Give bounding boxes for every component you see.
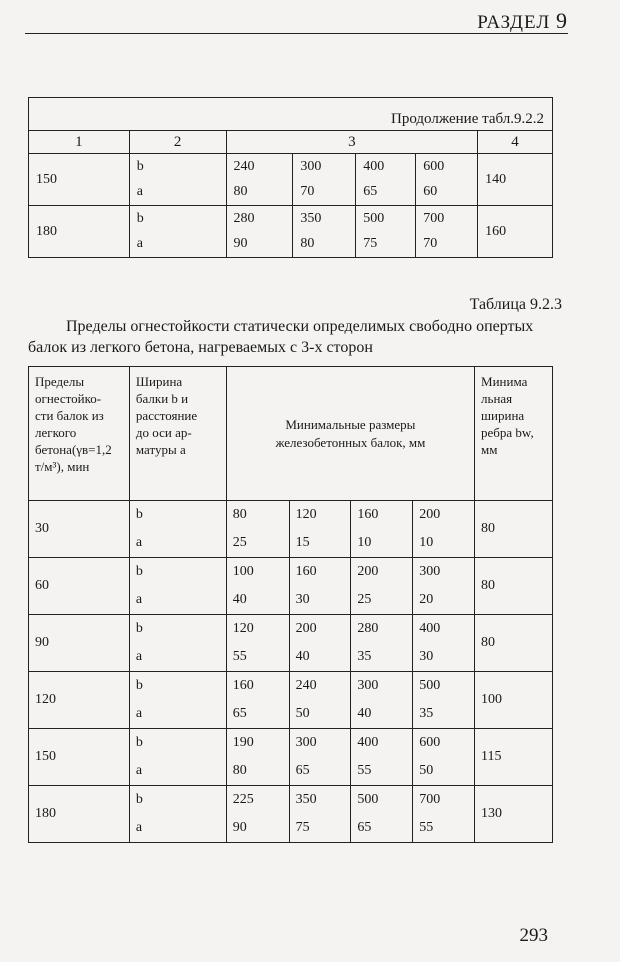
b-value-cell: 600 xyxy=(413,729,475,758)
a-value-cell: 30 xyxy=(289,586,351,615)
header-cell-dimensions xyxy=(226,367,474,501)
header-line: легкого xyxy=(35,425,77,440)
header-cell-width xyxy=(129,367,226,501)
a-value-cell: 65 xyxy=(356,180,416,206)
a-value-cell: 20 xyxy=(413,586,475,615)
b-value-cell: 300 xyxy=(413,558,475,587)
table-row xyxy=(29,672,553,701)
a-value-cell: 65 xyxy=(351,814,413,843)
a-value-cell: 50 xyxy=(289,700,351,729)
header-line: Минимальные размеры xyxy=(285,416,416,432)
header-line: т/м³), мин xyxy=(35,459,90,474)
rib-width-cell: 100 xyxy=(475,672,553,729)
table-number: Таблица 9.2.3 xyxy=(469,296,562,313)
header-line: бетона(γв=1,2 xyxy=(35,442,112,457)
b-value-cell: 160 xyxy=(351,501,413,530)
a-value-cell: 90 xyxy=(226,814,289,843)
b-value-cell: 200 xyxy=(289,615,351,644)
rib-width-cell: 115 xyxy=(475,729,553,786)
b-value-cell: 100 xyxy=(226,558,289,587)
limit-cell: 180 xyxy=(29,206,130,258)
table-caption: Продолжение табл.9.2.2 xyxy=(29,98,553,131)
a-label: a xyxy=(129,529,226,558)
rib-width-cell: 80 xyxy=(475,558,553,615)
a-value-cell: 50 xyxy=(413,757,475,786)
b-label: b xyxy=(129,672,226,701)
running-header xyxy=(0,0,620,40)
b-value-cell: 200 xyxy=(351,558,413,587)
b-value-cell: 160 xyxy=(226,672,289,701)
a-value-cell: 75 xyxy=(289,814,351,843)
header-cell: 1 xyxy=(29,131,130,154)
a-label: a xyxy=(129,180,226,206)
table-continuation xyxy=(28,97,553,258)
header-line: льная xyxy=(481,391,513,406)
b-label: b xyxy=(129,206,226,232)
b-label: b xyxy=(129,615,226,644)
a-label: a xyxy=(129,700,226,729)
limit-cell: 90 xyxy=(29,615,130,672)
table-row xyxy=(29,558,553,587)
header-line: расстояние xyxy=(135,408,198,423)
page-number: 293 xyxy=(519,925,548,946)
a-value-cell: 80 xyxy=(226,180,293,206)
b-value-cell: 350 xyxy=(293,206,356,232)
a-value-cell: 40 xyxy=(226,586,289,615)
b-value-cell: 120 xyxy=(289,501,351,530)
a-value-cell: 35 xyxy=(351,643,413,672)
a-value-cell: 40 xyxy=(351,700,413,729)
limit-cell: 120 xyxy=(29,672,130,729)
a-value-cell: 25 xyxy=(351,586,413,615)
b-value-cell: 300 xyxy=(351,672,413,701)
a-value-cell: 60 xyxy=(416,180,478,206)
limit-cell: 150 xyxy=(29,154,130,206)
section-title xyxy=(477,8,568,34)
b-label: b xyxy=(129,786,226,815)
b-value-cell: 160 xyxy=(289,558,351,587)
table-fire-resistance xyxy=(28,366,553,843)
a-label: a xyxy=(129,232,226,258)
a-value-cell: 25 xyxy=(226,529,289,558)
header-line: Минима xyxy=(481,374,528,389)
rib-width-cell: 80 xyxy=(475,615,553,672)
a-value-cell: 30 xyxy=(413,643,475,672)
table-row xyxy=(29,615,553,644)
header-cell-rib-width xyxy=(475,367,553,501)
header-line: сти балок из xyxy=(35,408,104,423)
rib-width-cell: 140 xyxy=(478,154,553,206)
table-header-row xyxy=(29,131,553,154)
a-value-cell: 40 xyxy=(289,643,351,672)
a-label: a xyxy=(129,586,226,615)
limit-cell: 150 xyxy=(29,729,130,786)
a-value-cell: 80 xyxy=(293,232,356,258)
b-value-cell: 80 xyxy=(226,501,289,530)
header-line: балки b и xyxy=(135,391,189,406)
b-label: b xyxy=(129,558,226,587)
limit-cell: 180 xyxy=(29,786,130,843)
a-label: a xyxy=(129,643,226,672)
b-value-cell: 300 xyxy=(293,154,356,180)
header-line: мм xyxy=(481,442,498,457)
b-value-cell: 500 xyxy=(351,786,413,815)
a-value-cell: 70 xyxy=(416,232,478,258)
b-label: b xyxy=(129,729,226,758)
a-value-cell: 55 xyxy=(351,757,413,786)
a-label: a xyxy=(129,757,226,786)
b-value-cell: 700 xyxy=(416,206,478,232)
a-value-cell: 10 xyxy=(413,529,475,558)
section-label: РАЗДЕЛ xyxy=(477,12,551,33)
a-value-cell: 55 xyxy=(226,643,289,672)
b-value-cell: 190 xyxy=(226,729,289,758)
b-value-cell: 120 xyxy=(226,615,289,644)
a-value-cell: 80 xyxy=(226,757,289,786)
b-value-cell: 350 xyxy=(289,786,351,815)
a-value-cell: 55 xyxy=(413,814,475,843)
a-value-cell: 65 xyxy=(226,700,289,729)
b-value-cell: 700 xyxy=(413,786,475,815)
b-value-cell: 280 xyxy=(226,206,293,232)
b-label: b xyxy=(129,154,226,180)
b-value-cell: 280 xyxy=(351,615,413,644)
b-value-cell: 200 xyxy=(413,501,475,530)
a-value-cell: 10 xyxy=(351,529,413,558)
a-label: a xyxy=(129,814,226,843)
a-value-cell: 65 xyxy=(289,757,351,786)
rib-width-cell: 130 xyxy=(475,786,553,843)
a-value-cell: 75 xyxy=(356,232,416,258)
b-label: b xyxy=(129,501,226,530)
b-value-cell: 400 xyxy=(356,154,416,180)
b-value-cell: 500 xyxy=(413,672,475,701)
a-value-cell: 35 xyxy=(413,700,475,729)
header-cell: 4 xyxy=(478,131,553,154)
header-cell: 3 xyxy=(226,131,478,154)
header-line: ширина xyxy=(481,408,525,423)
rib-width-cell: 160 xyxy=(478,206,553,258)
table-row xyxy=(29,786,553,815)
b-value-cell: 600 xyxy=(416,154,478,180)
a-value-cell: 70 xyxy=(293,180,356,206)
header-rule xyxy=(25,33,568,34)
header-line: ребра bw, xyxy=(481,425,534,440)
header-cell: 2 xyxy=(129,131,226,154)
limit-cell: 30 xyxy=(29,501,130,558)
b-value-cell: 240 xyxy=(226,154,293,180)
header-cell-limits xyxy=(29,367,130,501)
header-line: Пределы xyxy=(35,374,85,389)
header-line: железобетонных балок, мм xyxy=(275,434,426,450)
b-value-cell: 500 xyxy=(356,206,416,232)
table-row xyxy=(29,154,553,180)
header-line: Ширина xyxy=(135,374,183,389)
header-line: огнестойко- xyxy=(35,391,102,406)
a-value-cell: 15 xyxy=(289,529,351,558)
b-value-cell: 400 xyxy=(351,729,413,758)
section-number: 9 xyxy=(556,8,568,33)
table-row xyxy=(29,206,553,232)
table-caption: Пределы огнестойкости статически определимых свободно опертых балок из легкого бетона, нагреваемых с 3-х сторон xyxy=(28,318,534,356)
b-value-cell: 240 xyxy=(289,672,351,701)
a-value-cell: 90 xyxy=(226,232,293,258)
b-value-cell: 400 xyxy=(413,615,475,644)
header-line: матуры а xyxy=(135,442,186,457)
b-value-cell: 300 xyxy=(289,729,351,758)
b-value-cell: 225 xyxy=(226,786,289,815)
table-header-row xyxy=(29,367,553,501)
header-line: до оси ар- xyxy=(135,425,192,440)
rib-width-cell: 80 xyxy=(475,501,553,558)
table-row xyxy=(29,501,553,530)
table-row xyxy=(29,729,553,758)
limit-cell: 60 xyxy=(29,558,130,615)
